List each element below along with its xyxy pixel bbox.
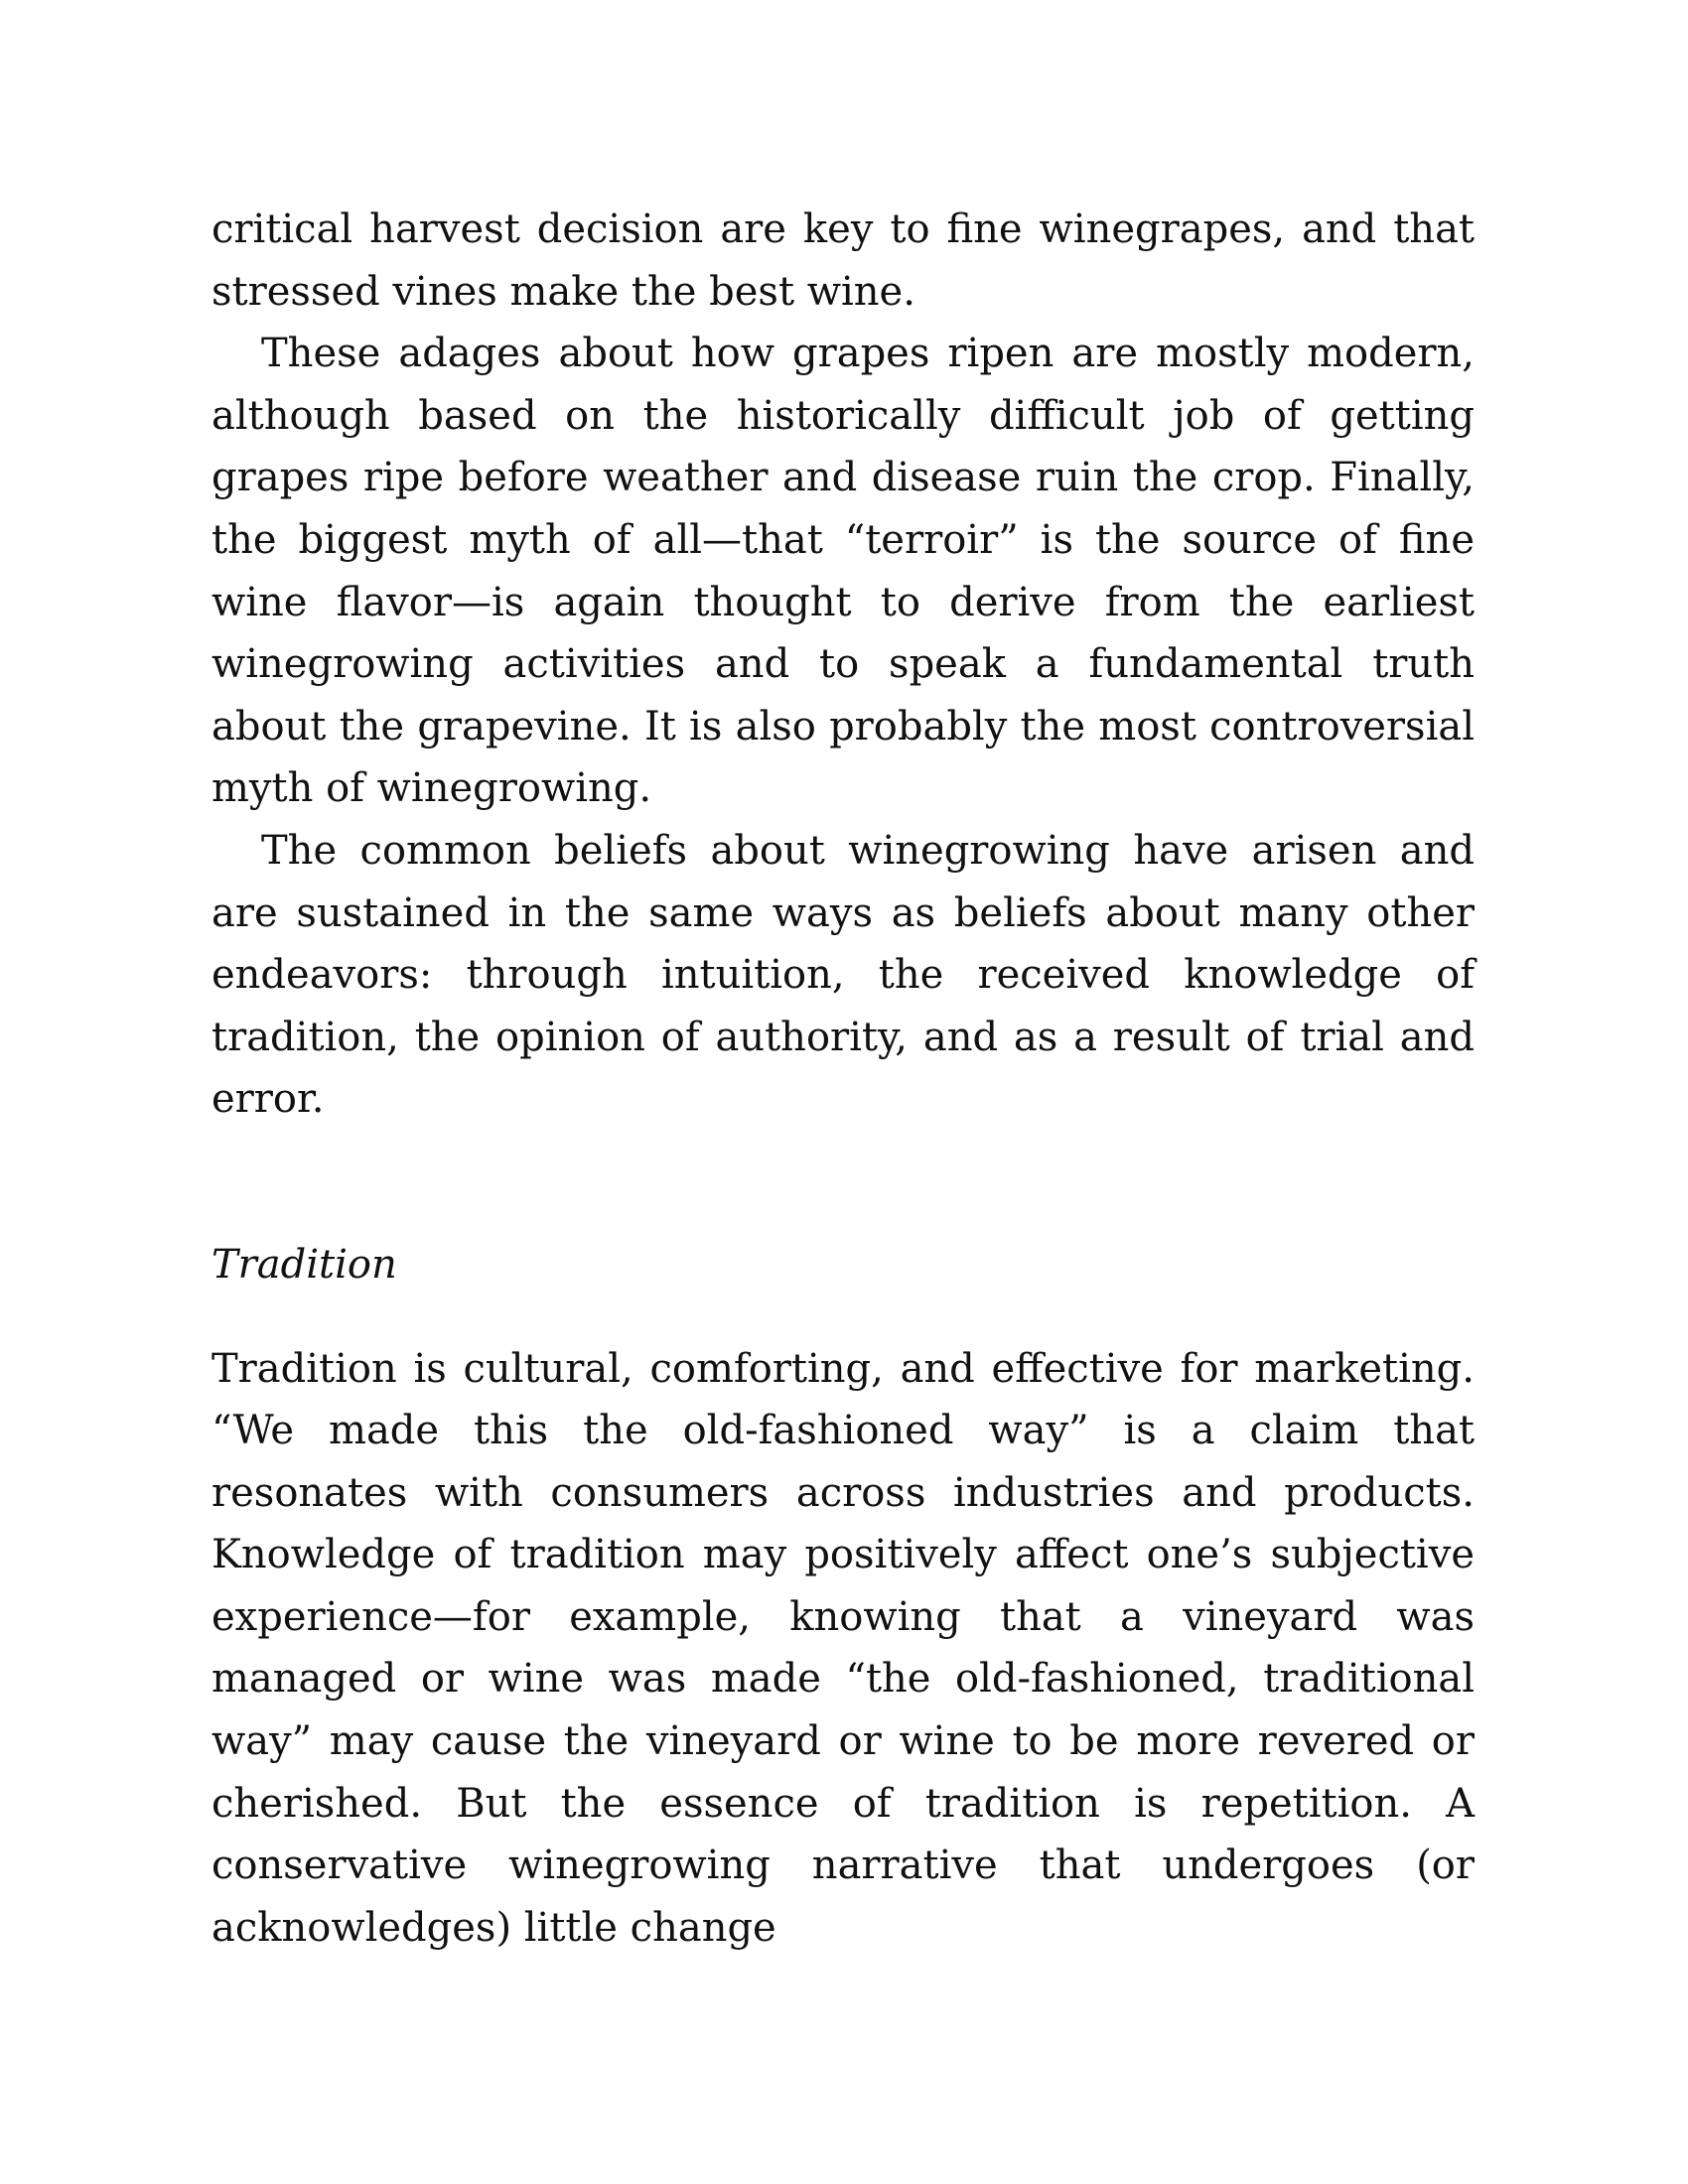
paragraph-common-beliefs: The common beliefs about winegrowing have arisen and are sustained in the same ways as beliefs about many other endeavors: through intuition, the received knowledge of tradition, the opinion of authority, and as a result of trial and error. xyxy=(211,827,1475,1123)
section-heading-tradition: Tradition xyxy=(211,1241,397,1288)
paragraph-continuation: critical harvest decision are key to fine winegrapes, and that stressed vines make the best wine. xyxy=(211,206,1475,315)
paragraph-tradition: Tradition is cultural, comforting, and effective for marketing. “We made this the old-fashioned way” is a claim that resonates with consumers across industries and products. Knowledge of tradition may positively affect one’s subjective experience—for example, knowing that a vineyard was managed or wine was made “the old-fashioned, traditional way” may cause the vineyard or wine to be more revered or cherished. But the essence of tradition is repetition. A conservative winegrowing narrative that undergoes (or acknowledges) little change xyxy=(211,1345,1475,1951)
paragraph-adages: These adages about how grapes ripen are mostly modern, although based on the historically difficult job of getting grapes ripe before weather and disease ruin the crop. Finally, the biggest myth of all—that “terroir” is the source of fine wine flavor—is again thought to derive from the earliest winegrowing activities and to speak a fundamental truth about the grapevine. It is also probably the most controversial myth of winegrowing. xyxy=(211,331,1475,812)
book-page xyxy=(211,199,1475,1959)
